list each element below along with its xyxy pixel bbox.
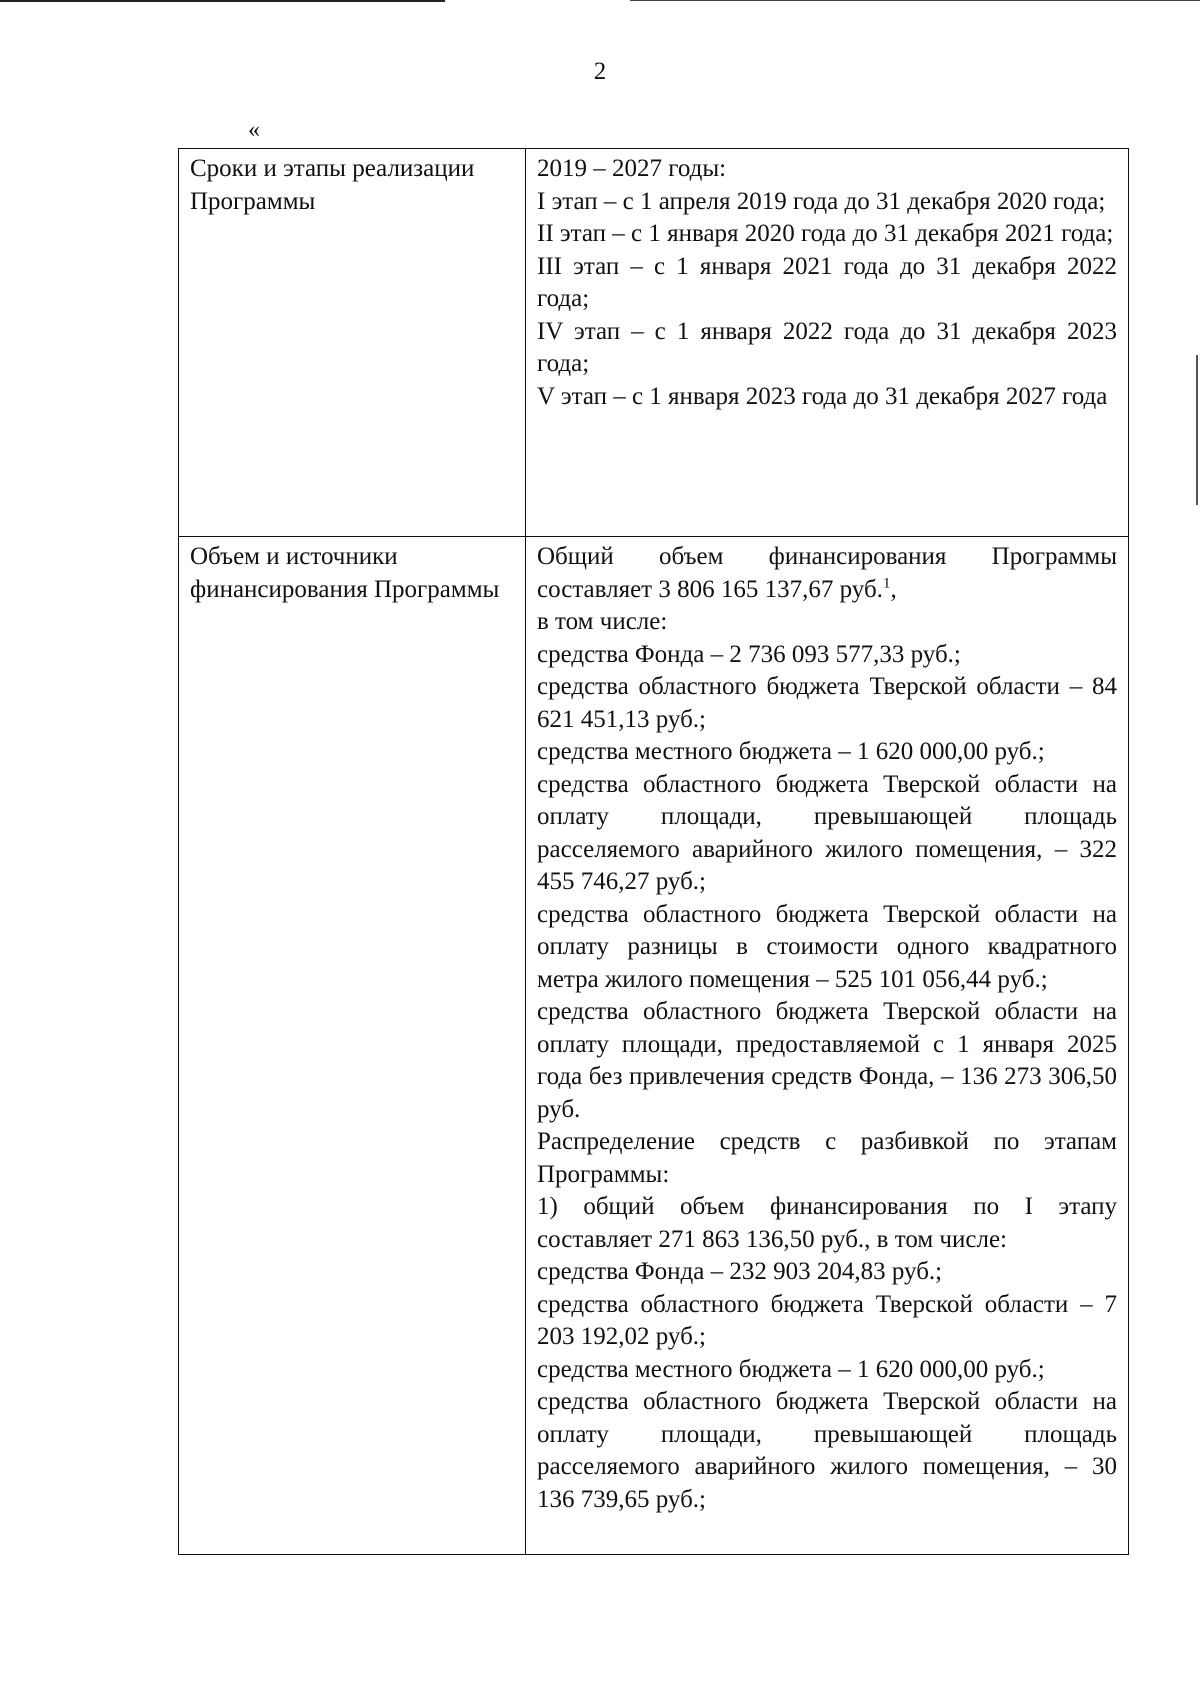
funding-total-suffix: , bbox=[890, 575, 897, 603]
terms-line: IV этап – с 1 января 2022 года до 31 декабря 2023 года; bbox=[537, 317, 1117, 377]
funding-total bbox=[537, 541, 1117, 606]
label-cell-terms: Сроки и этапы реализации Программы bbox=[179, 149, 526, 537]
scan-edge-mark bbox=[1196, 355, 1198, 505]
funding-line: Распределение средств с разбивкой по этапам Программы: bbox=[537, 1128, 1117, 1188]
funding-line: средства Фонда – 2 736 093 577,33 руб.; bbox=[537, 640, 961, 668]
terms-line: I этап – с 1 апреля 2019 года до 31 декабря 2020 года; bbox=[537, 187, 1106, 215]
program-passport-table bbox=[178, 148, 1129, 1555]
terms-line: III этап – с 1 января 2021 года до 31 декабря 2022 года; bbox=[537, 252, 1117, 312]
funding-line: средства Фонда – 232 903 204,83 руб.; bbox=[537, 1258, 943, 1285]
value-cell-terms bbox=[526, 149, 1129, 537]
value-cell-funding bbox=[526, 537, 1129, 1555]
terms-line: 2019 – 2027 годы: bbox=[537, 155, 727, 182]
funding-line: в том числе: bbox=[537, 608, 668, 635]
funding-line: средства местного бюджета – 1 620 000,00 руб.; bbox=[537, 1355, 1045, 1383]
terms-line: II этап – с 1 января 2020 года до 31 декабря 2021 года; bbox=[537, 220, 1114, 247]
terms-line: V этап – с 1 января 2023 года до 31 декабря 2027 года bbox=[537, 382, 1108, 410]
page-number: 2 bbox=[593, 58, 607, 85]
scan-border-top-right bbox=[630, 0, 1200, 1]
table-row-funding bbox=[179, 537, 1129, 1555]
funding-line: средства областного бюджета Тверской области – 84 621 451,13 руб.; bbox=[537, 673, 1117, 733]
scan-border-top-left bbox=[0, 0, 445, 2]
label-cell-funding: Объем и источники финансирования Программы bbox=[179, 537, 526, 1555]
funding-line: средства областного бюджета Тверской области на оплату площади, превышающей площадь расселяемого аварийного жилого помещения, – 30 136 739,65 руб.; bbox=[537, 1388, 1117, 1513]
table-row-terms bbox=[179, 149, 1129, 537]
funding-line: средства областного бюджета Тверской области на оплату разницы в стоимости одного квадратного метра жилого помещения – 525 101 056,44 руб.; bbox=[537, 900, 1117, 993]
opening-quote-mark: « bbox=[248, 117, 260, 143]
funding-line: 1) общий объем финансирования по I этапу составляет 271 863 136,50 руб., в том числе: bbox=[537, 1193, 1117, 1253]
footnote-mark: 1 bbox=[882, 575, 891, 592]
funding-line: средства областного бюджета Тверской области на оплату площади, предоставляемой с 1 января 2025 года без привлечения средств Фонда, – 136 273 306,50 руб. bbox=[537, 998, 1117, 1123]
funding-line: средства местного бюджета – 1 620 000,00 руб.; bbox=[537, 738, 1045, 765]
funding-line: средства областного бюджета Тверской области – 7 203 192,02 руб.; bbox=[537, 1290, 1117, 1350]
funding-total-text: Общий объем финансирования Программы составляет 3 806 165 137,67 руб. bbox=[537, 543, 1117, 603]
funding-line: средства областного бюджета Тверской области на оплату площади, превышающей площадь расселяемого аварийного жилого помещения, – 322 455 746,27 руб.; bbox=[537, 770, 1117, 895]
